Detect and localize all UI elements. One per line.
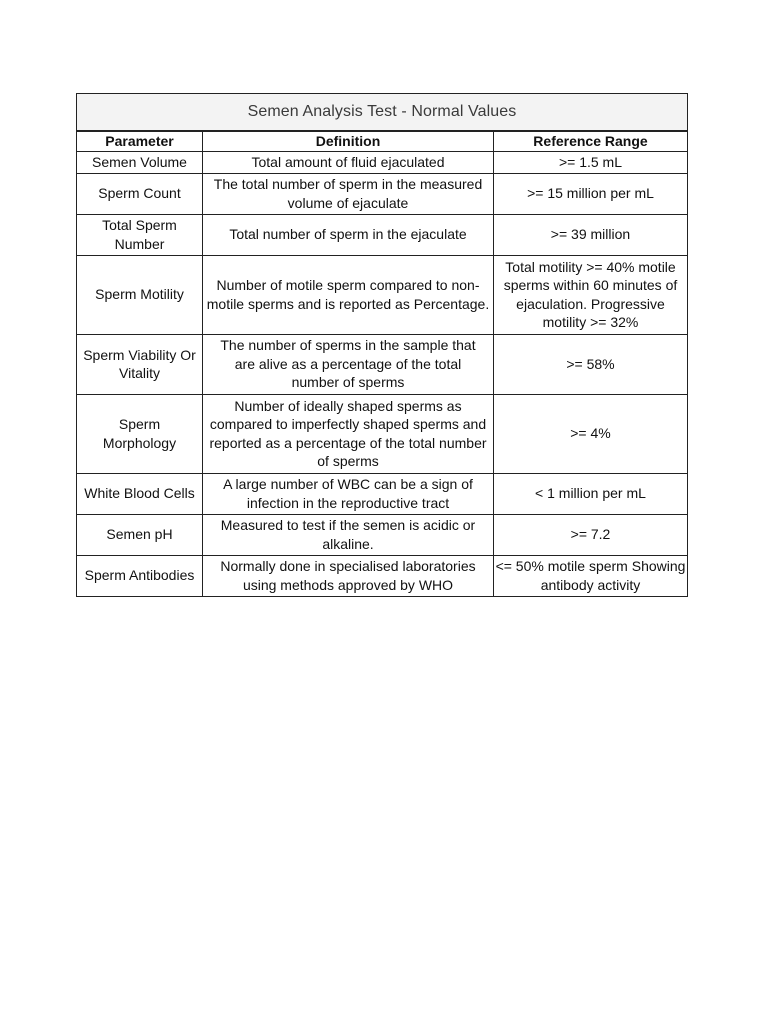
parameter-cell: Semen pH bbox=[77, 514, 203, 555]
range-cell: >= 15 million per mL bbox=[494, 173, 688, 214]
table-row bbox=[77, 473, 688, 514]
parameter-cell: Sperm Count bbox=[77, 173, 203, 214]
table-row bbox=[77, 555, 688, 596]
definition-cell: Total amount of fluid ejaculated bbox=[203, 151, 494, 173]
definition-cell: The number of sperms in the sample that are alive as a percentage of the total number of sperms bbox=[203, 334, 494, 394]
range-cell: <= 50% motile sperm Showing antibody activity bbox=[494, 555, 688, 596]
table-row bbox=[77, 151, 688, 173]
range-cell: >= 58% bbox=[494, 334, 688, 394]
table-row bbox=[77, 394, 688, 473]
parameter-cell: Semen Volume bbox=[77, 151, 203, 173]
definition-cell: Total number of sperm in the ejaculate bbox=[203, 214, 494, 255]
definition-cell: A large number of WBC can be a sign of infection in the reproductive tract bbox=[203, 473, 494, 514]
table-title: Semen Analysis Test - Normal Values bbox=[77, 94, 688, 132]
range-cell: Total motility >= 40% motile sperms within 60 minutes of ejaculation. Progressive motility >= 32% bbox=[494, 255, 688, 334]
table-row bbox=[77, 214, 688, 255]
definition-cell: Number of motile sperm compared to non-motile sperms and is reported as Percentage. bbox=[203, 255, 494, 334]
parameter-cell: Sperm Viability Or Vitality bbox=[77, 334, 203, 394]
parameter-cell: Sperm Antibodies bbox=[77, 555, 203, 596]
range-cell: >= 39 million bbox=[494, 214, 688, 255]
header-reference-range: Reference Range bbox=[494, 131, 688, 151]
parameter-cell: White Blood Cells bbox=[77, 473, 203, 514]
parameter-cell: Total Sperm Number bbox=[77, 214, 203, 255]
range-cell: >= 7.2 bbox=[494, 514, 688, 555]
parameter-cell: Sperm Motility bbox=[77, 255, 203, 334]
definition-cell: Measured to test if the semen is acidic or alkaline. bbox=[203, 514, 494, 555]
definition-cell: Normally done in specialised laboratories using methods approved by WHO bbox=[203, 555, 494, 596]
definition-cell: Number of ideally shaped sperms as compared to imperfectly shaped sperms and reported as a percentage of the total number of sperms bbox=[203, 394, 494, 473]
range-cell: < 1 million per mL bbox=[494, 473, 688, 514]
header-parameter: Parameter bbox=[77, 131, 203, 151]
table-row bbox=[77, 255, 688, 334]
table-row bbox=[77, 334, 688, 394]
parameter-cell: Sperm Morphology bbox=[77, 394, 203, 473]
normal-values-table bbox=[76, 93, 688, 597]
table-row bbox=[77, 173, 688, 214]
range-cell: >= 1.5 mL bbox=[494, 151, 688, 173]
table-row bbox=[77, 514, 688, 555]
range-cell: >= 4% bbox=[494, 394, 688, 473]
header-definition: Definition bbox=[203, 131, 494, 151]
definition-cell: The total number of sperm in the measured volume of ejaculate bbox=[203, 173, 494, 214]
